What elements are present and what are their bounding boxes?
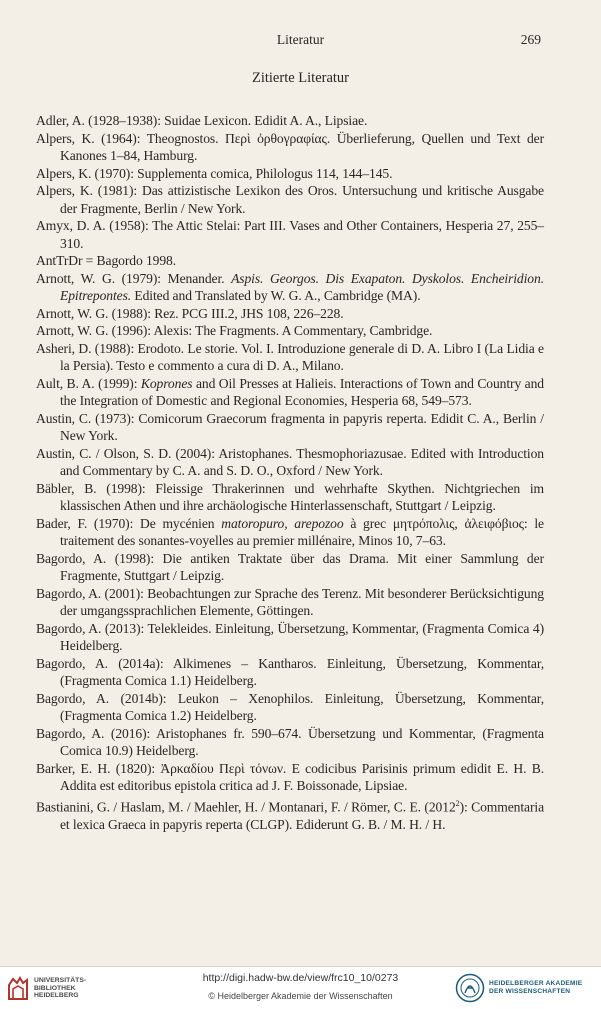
bibliography-entry: Arnott, W. G. (1996): Alexis: The Fragments. A Commentary, Cambridge. <box>36 323 433 338</box>
library-logo-text: UNIVERSITÄTS-BIBLIOTHEK HEIDELBERG <box>34 977 87 1000</box>
viewer-footer <box>0 966 601 1009</box>
bibliography-list <box>36 112 544 833</box>
academy-seal-icon <box>455 973 485 1003</box>
bibliography-entry: Bastianini, G. / Haslam, M. / Maehler, H. / Montanari, F. / Römer, C. E. (2012$^2$): Commentaria et lexica Graeca in papyris reperta (CLGP). Ediderunt G. B. / M. H. / H. <box>36 798 545 832</box>
academy-logo[interactable] <box>455 973 595 1005</box>
bibliography-entry: Bäbler, B. (1998): Fleissige Thrakerinnen und wehrhafte Skythen. Nichtgriechen im klassischen Athen und ihre archäologische Hinterlassenschaft, Stuttgart / Leipzig. <box>36 480 544 513</box>
bibliography-entry: Alpers, K. (1981): Das attizistische Lexikon des Oros. Untersuchung und kritische Ausgabe der Fragmente, Berlin / New York. <box>36 183 544 216</box>
permalink[interactable]: http://digi.hadw-bw.de/view/frc10_10/0273 <box>202 972 399 984</box>
bibliography-entry: Amyx, D. A. (1958): The Attic Stelai: Part III. Vases and Other Containers, Hesperia 27, 255–310. <box>36 218 544 251</box>
academy-logo-text <box>489 980 582 996</box>
bibliography-entry: Bagordo, A. (1998): Die antiken Traktate über das Drama. Mit einer Sammlung der Fragmente, Stuttgart / Leipzig. <box>36 550 544 583</box>
running-head <box>0 32 601 52</box>
running-title: Literatur <box>276 32 325 47</box>
bibliography-entry: Bagordo, A. (2016): Aristophanes fr. 590–674. Übersetzung und Kommentar, (Fragmenta Comica 10.9) Heidelberg. <box>36 725 544 758</box>
bibliography-entry: Alpers, K. (1964): Theognostos. Περὶ ὀρθογραφίας. Überlieferung, Quellen und Text der Kanones 1–84, Hamburg. <box>36 130 544 163</box>
academy-logo-line2: DER WISSENSCHAFTEN <box>489 988 571 995</box>
bibliography-entry: Bader, F. (1970): De mycénien matoropuro, arepozoo à grec μητρόπολις, ἀλειφόβιος: le traitement des sonantes-voyelles au premier millénaire, Minos 10, 7–63. <box>36 515 544 548</box>
bibliography-entry: Adler, A. (1928–1938): Suidae Lexicon. Edidit A. A., Lipsiae. <box>36 113 368 128</box>
bibliography-entry: Arnott, W. G. (1979): Menander. Aspis. Georgos. Dis Exapaton. Dyskolos. Encheiridion. Epitrepontes. Edited and Translated by W. G. A., Cambridge (MA). <box>36 270 544 303</box>
bibliography-entry: Ault, B. A. (1999): Koprones and Oil Presses at Halieis. Interactions of Town and Country and the Integration of Domestic and Regional Economies, Hesperia 68, 549–573. <box>36 375 544 408</box>
bibliography-entry: Barker, E. H. (1820): Ἀρκαδίου Περὶ τόνων. E codicibus Parisinis primum edidit E. H. B. Addita est editoribus epistola critica ad J. F. Boissonade, Lipsiae. <box>36 760 544 793</box>
copyright-notice: © Heidelberger Akademie der Wissenschaften <box>208 991 393 1001</box>
section-title: Zitierte Literatur <box>251 70 350 86</box>
bibliography-entry: AntTrDr = Bagordo 1998. <box>36 253 177 268</box>
bibliography-entry: Austin, C. (1973): Comicorum Graecorum fragmenta in papyris reperta. Edidit C. A., Berlin / New York. <box>36 410 544 443</box>
bibliography-entry: Asheri, D. (1988): Erodoto. Le storie. Vol. I. Introduzione generale di D. A. Libro I (La Lidia e la Persia). Testo e commento a cura di D. A., Milano. <box>36 340 544 373</box>
page-number: 269 <box>520 32 541 47</box>
academy-logo-line1: HEIDELBERGER AKADEMIE <box>489 980 583 987</box>
bibliography-entry: Bagordo, A. (2013): Telekleides. Einleitung, Übersetzung, Kommentar, (Fragmenta Comica 4) Heidelberg. <box>36 620 544 653</box>
bibliography-entry: Alpers, K. (1970): Supplementa comica, Philologus 114, 144–145. <box>36 165 393 181</box>
bibliography-entry: Bagordo, A. (2014b): Leukon – Xenophilos. Einleitung, Übersetzung, Kommentar, (Fragmenta Comica 1.2) Heidelberg. <box>36 690 544 723</box>
bibliography-entry: Bagordo, A. (2001): Beobachtungen zur Sprache des Terenz. Mit besonderer Berücksichtigung der umgangssprachlichen Elemente, Göttingen. <box>36 585 544 618</box>
bibliography-entry: Austin, C. / Olson, S. D. (2004): Aristophanes. Thesmophoriazusae. Edited with Introduction and Commentary by C. A. and S. D. O., Oxford / New York. <box>36 445 544 478</box>
bibliography-entry: Bagordo, A. (2014a): Alkimenes – Kantharos. Einleitung, Übersetzung, Kommentar, (Fragmenta Comica 1.1) Heidelberg. <box>36 655 544 688</box>
bibliography-entry: Arnott, W. G. (1988): Rez. PCG III.2, JHS 108, 226–228. <box>36 305 344 321</box>
